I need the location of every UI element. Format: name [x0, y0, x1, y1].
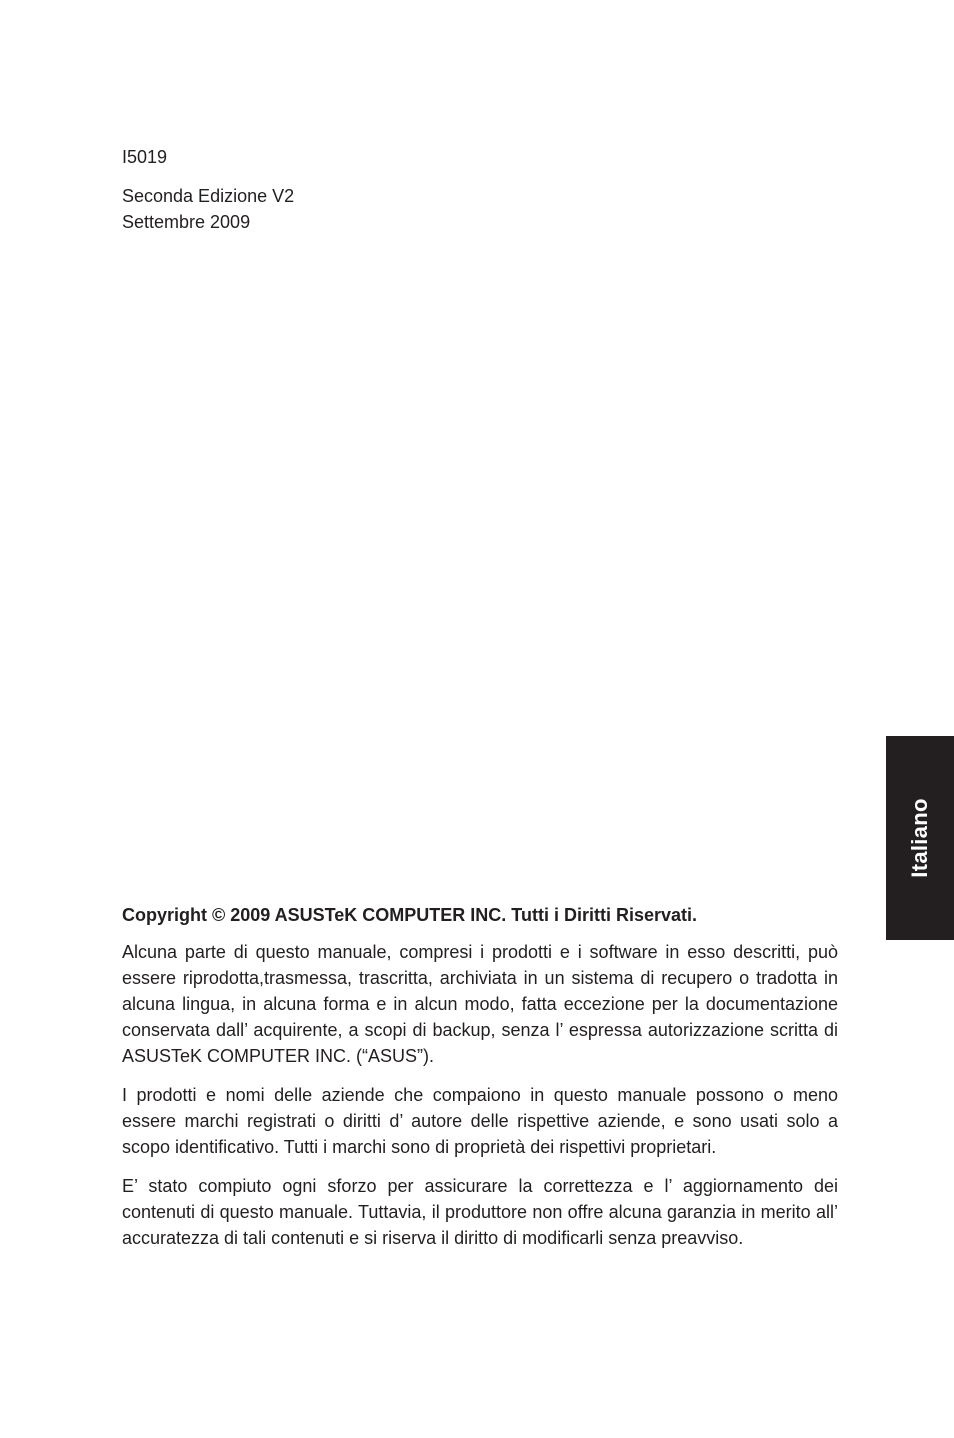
- copyright-heading: Copyright © 2009 ASUSTeK COMPUTER INC. Tutti i Diritti Riservati.: [122, 905, 697, 925]
- edition-info: [122, 183, 294, 235]
- copyright-section: [122, 902, 838, 1264]
- edition-label: Seconda Edizione V2: [122, 186, 295, 206]
- language-tab-label: Italiano: [907, 798, 932, 878]
- edition-date: Settembre 2009: [122, 212, 251, 232]
- copyright-paragraph-disclaimer: E’ stato compiuto ogni sforzo per assicurare la correttezza e l’ aggiornamento dei contenuti di questo manuale. Tuttavia, il produttore non offre alcuna garanzia in merito all’ accuratezza di tali contenuti e si riserva il diritto di modificarli senza preavviso.: [122, 1176, 838, 1248]
- language-tab: [886, 736, 954, 940]
- copyright-paragraph-reproduction: Alcuna parte di questo manuale, compresi i prodotti e i software in esso descritti, può essere riprodotta,trasmessa, trascritta, archiviata in un sistema di recupero o tradotta in alcuna lingua, in alcuna forma e in alcun modo, fatta eccezione per la documentazione conservata dall’ acquirente, a scopi di backup, senza l’ espressa autorizzazione scritta di ASUSTeK COMPUTER INC. (“ASUS”).: [122, 942, 838, 1066]
- document-code: I5019: [122, 147, 168, 167]
- copyright-paragraph-trademarks: I prodotti e nomi delle aziende che compaiono in questo manuale possono o meno essere marchi registrati o diritti d’ autore delle rispettive aziende, e sono usati solo a scopo identificativo. Tutti i marchi sono di proprietà dei rispettivi proprietari.: [122, 1085, 838, 1157]
